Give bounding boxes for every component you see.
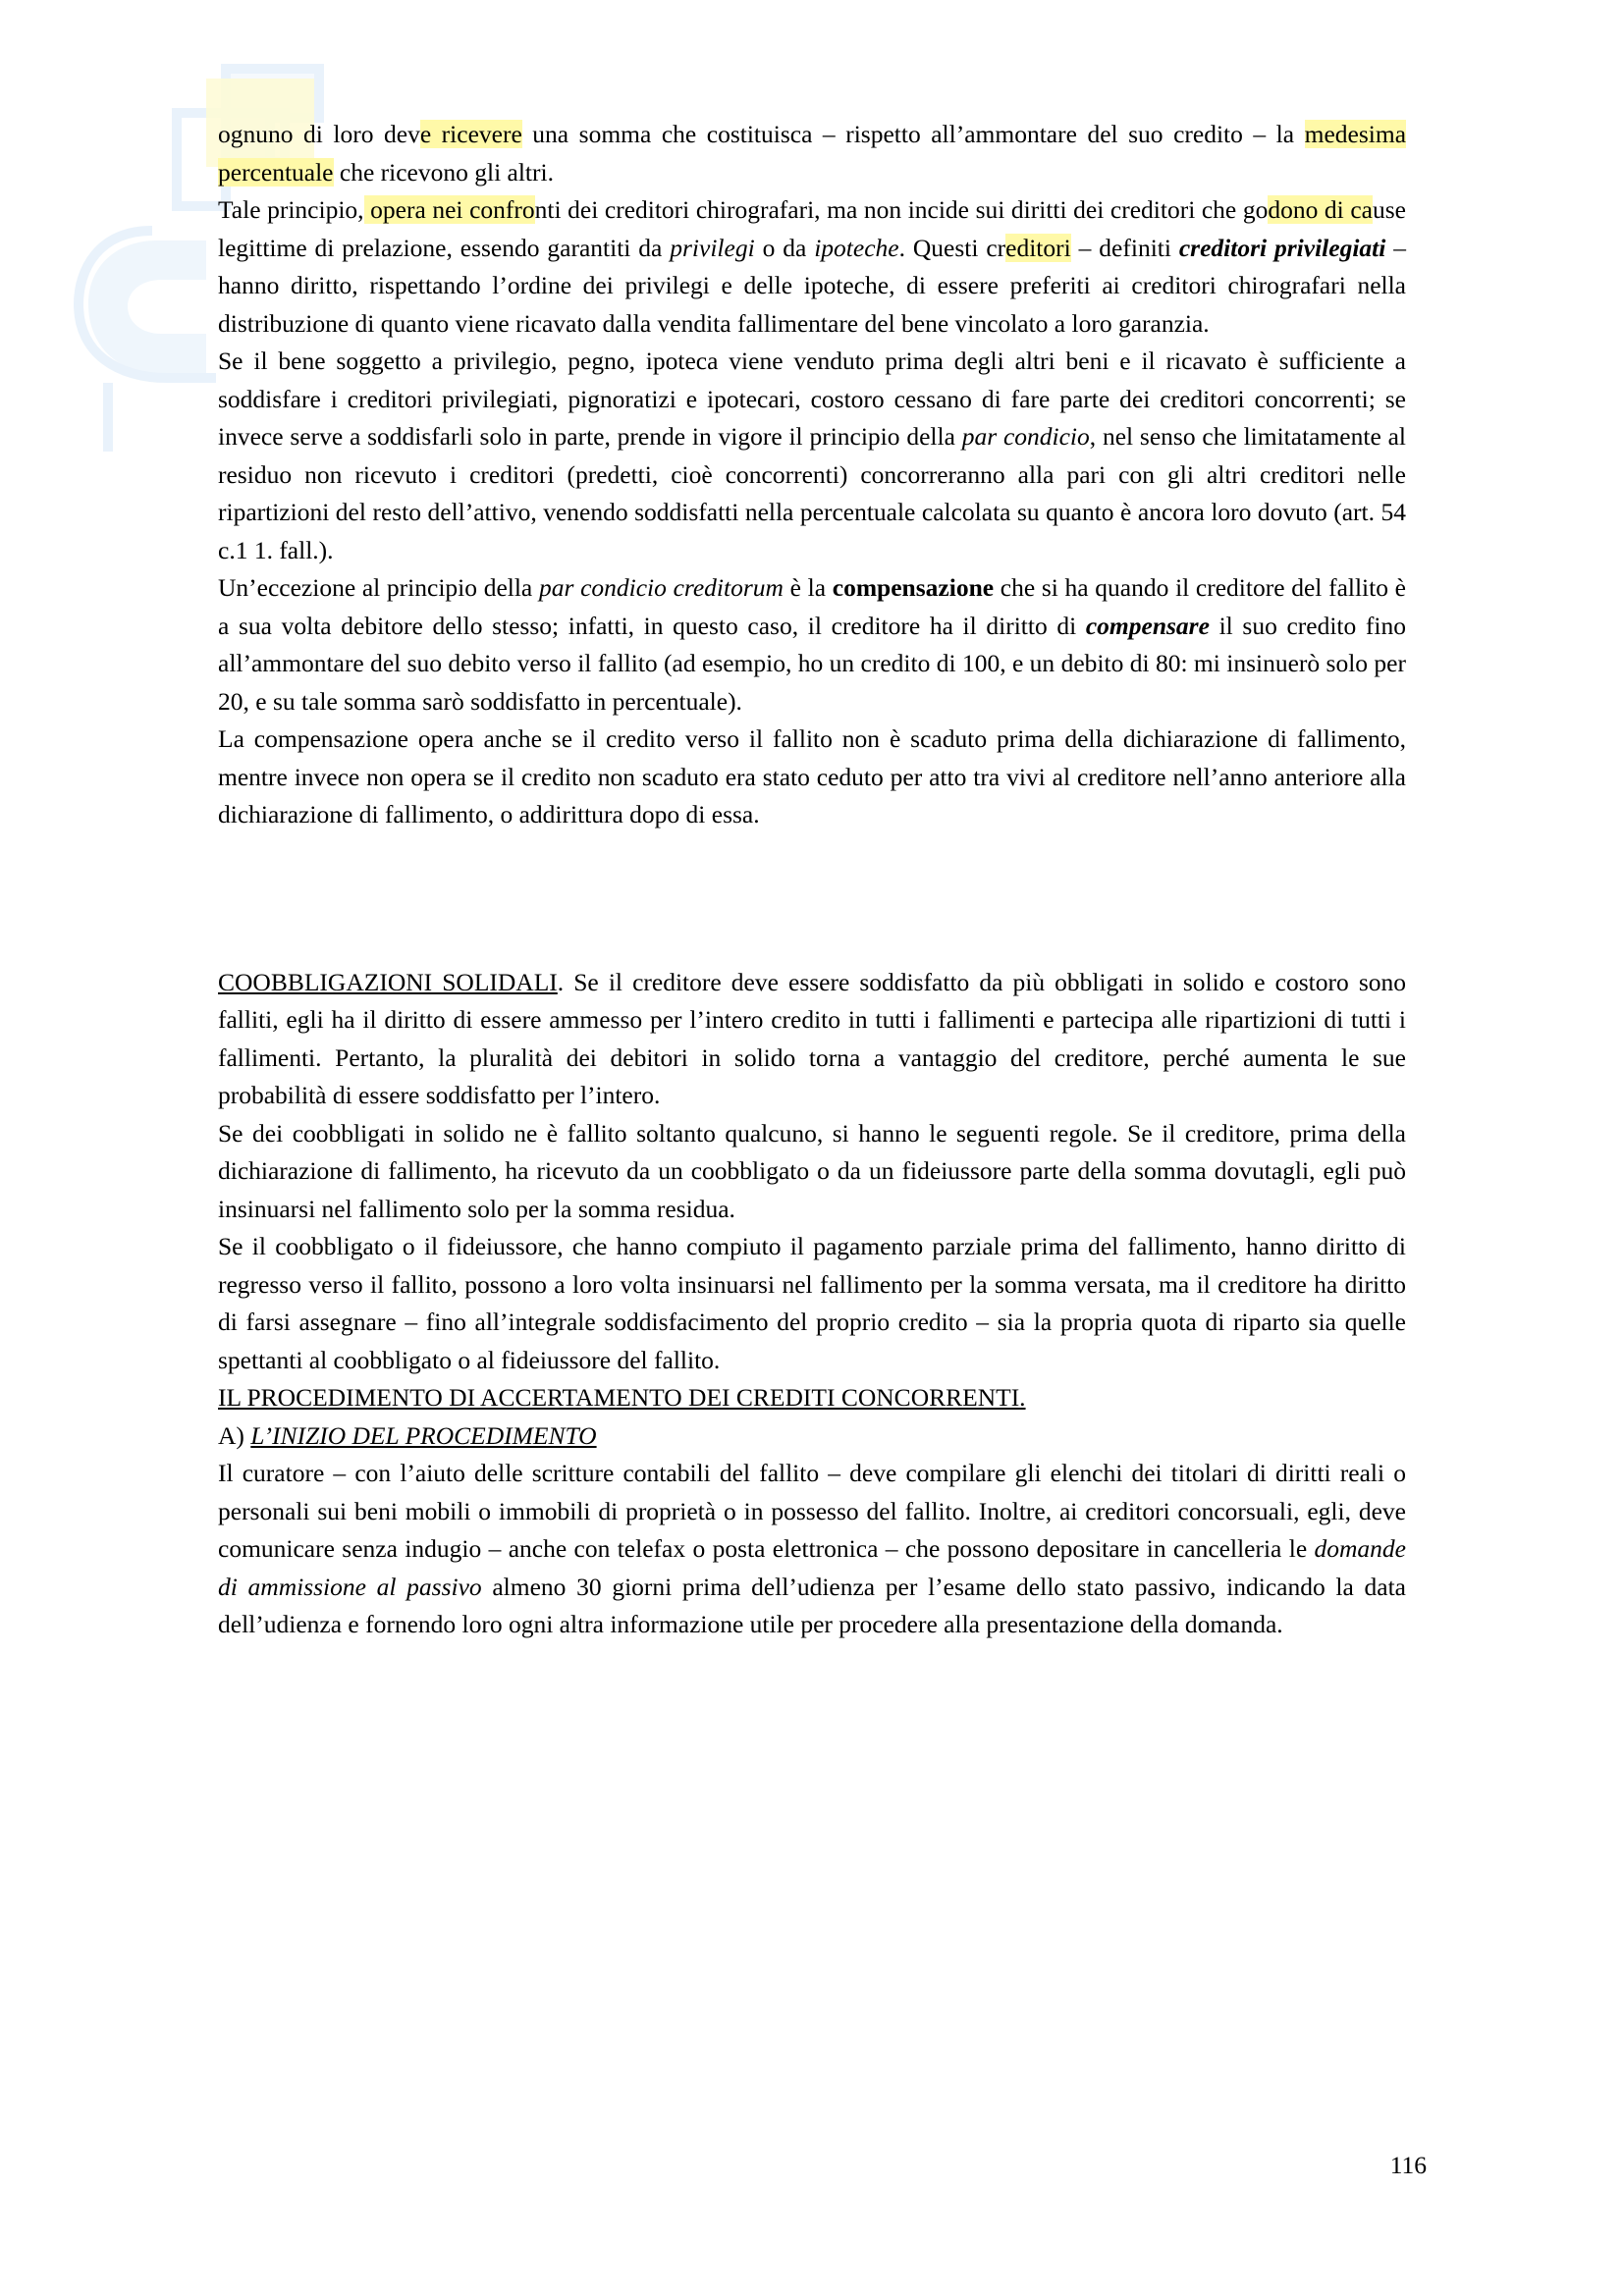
paragraph-1: ognuno di loro deve ricevere una somma che costituisca – rispetto all’ammontare del suo credito – la medesima percentuale che ricevono gli altri. <box>218 120 1407 187</box>
page-number: 116 <box>1389 2151 1427 2179</box>
paragraph-8: Se il coobbligato o il fideiussore, che hanno compiuto il pagamento parziale prima del fallimento, hanno diritto di regresso verso il fallito, possono a loro volta insinuarsi nel fallimento per la somma versata, ma il creditore ha diritto di farsi assegnare – fino all’integrale soddisfacimento del proprio credito – sia la propria quota di riparto sia quelle spettanti al coobbligato o al fideiussore del fallito. <box>218 1232 1406 1374</box>
paragraph-3: Se il bene soggetto a privilegio, pegno, ipoteca viene venduto prima degli altri beni e il ricavato è sufficiente a soddisfare i creditori privilegiati, pignoratizi e ipotecari, costoro cessano di fare parte dei creditori concorrenti; se invece serve a soddisfarli solo in parte, prende in vigore il principio della par condicio, nel senso che limitatamente al residuo non ricevuto i creditori (predetti, cioè concorrenti) concorreranno alla pari con gli altri creditori nelle ripartizioni del resto dell’attivo, venendo soddisfatti nella percentuale calcolata su quanto è ancora loro dovuto (art. 54 c.1 1. fall.). <box>218 347 1406 564</box>
paragraph-5: La compensazione opera anche se il credito verso il fallito non è scaduto prima della dichiarazione di fallimento, mentre invece non opera se il credito non scaduto era stato ceduto per atto tra vivi al creditore nell’anno anteriore alla dichiarazione di fallimento, o addirittura dopo di essa. <box>218 724 1406 828</box>
subsection-label: A) <box>218 1420 244 1450</box>
paragraph-2: Tale principio, opera nei confronti dei creditori chirografari, ma non incide sui diritti dei creditori che godono di cause legittime di prelazione, essendo garantiti da privilegi o da ipoteche. Questi creditori – definiti creditori privilegiati – hanno diritto, rispettando l’ordine dei privilegi e delle ipoteche, di essere preferiti ai creditori chirografari nella distribuzione di quanto viene ricavato dalla vendita fallimentare del bene vincolato a loro garanzia. <box>218 195 1406 338</box>
section-heading-procedimento: IL PROCEDIMENTO DI ACCERTAMENTO DEI CREDITI CONCORRENTI. <box>218 1383 1026 1412</box>
subsection-title: L’INIZIO DEL PROCEDIMENTO <box>250 1420 597 1450</box>
subsection-heading <box>218 1417 1406 1456</box>
document-body <box>218 116 1406 1644</box>
paragraph-4: Un’eccezione al principio della par condicio creditorum è la compensazione che si ha quando il creditore del fallito è a sua volta debitore dello stesso; infatti, in questo caso, il creditore ha il diritto di compensare il suo credito fino all’ammontare del suo debito verso il fallito (ad esempio, ho un credito di 100, e un debito di 80: mi insinuerò solo per 20, e su tale somma sarò soddisfatto in percentuale). <box>218 573 1407 716</box>
paragraph-7: Se dei coobbligati in solido ne è fallito soltanto qualcuno, si hanno le seguenti regole. Se il creditore, prima della dichiarazione di fallimento, ha ricevuto da un coobbligato o da un fideiussore parte della somma dovutagli, egli può insinuarsi nel fallimento solo per la somma residua. <box>218 1118 1406 1223</box>
paragraph-11: Il curatore – con l’aiuto delle scritture contabili del fallito – deve compilare gli elenchi dei titolari di diritti reali o personali sui beni mobili o immobili di proprietà o in possesso del fallito. Inoltre, ai creditori concorsuali, egli, deve comunicare senza indugio – anche con telefax o posta elettronica – che possono depositare in cancelleria le domande di ammissione al passivo almeno 30 giorni prima dell’udienza per l’esame dello stato passivo, indicando la data dell’udienza e fornendo loro ogni altra informazione utile per procedere alla presentazione della domanda. <box>218 1459 1406 1638</box>
section-heading-coobbligazioni: COOBBLIGAZIONI SOLIDALI <box>218 967 558 996</box>
paragraph-6: COOBBLIGAZIONI SOLIDALI. Se il creditore deve essere soddisfatto da più obbligati in solido e costoro sono falliti, egli ha il diritto di essere ammesso per l’intero credito in tutti i fallimenti e partecipa alle ripartizioni di tutti i fallimenti. Pertanto, la pluralità dei debitori in solido torna a vantaggio del creditore, perché aumenta le sue probabilità di essere soddisfatto per l’intero. <box>218 967 1406 1109</box>
section-spacer <box>218 834 1406 964</box>
